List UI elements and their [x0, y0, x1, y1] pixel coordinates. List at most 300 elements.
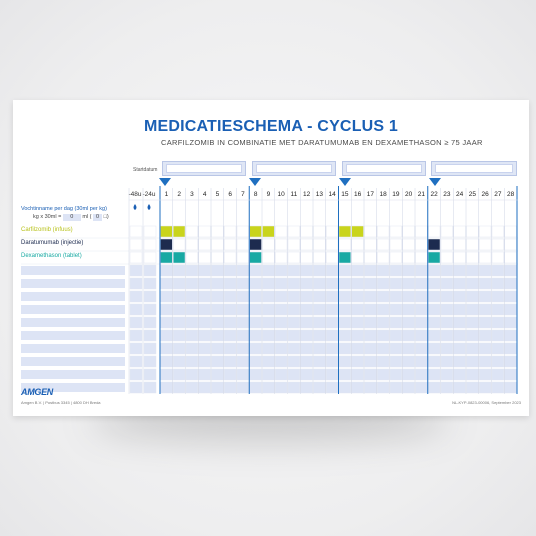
empty-cell [237, 265, 249, 276]
empty-cell [301, 317, 313, 328]
empty-cell [479, 369, 491, 380]
amgen-logo: AMGEN [21, 387, 53, 397]
empty-cell [173, 291, 185, 302]
empty-cell [492, 382, 504, 393]
empty-cell [403, 343, 415, 354]
pre-day-cell [144, 239, 156, 250]
page-title: MEDICATIESCHEMA - CYCLUS 1 [143, 118, 399, 135]
dose-cell [339, 226, 351, 237]
day-number: 17 [366, 191, 374, 198]
empty-cell [288, 304, 300, 315]
day-number: 11 [290, 191, 298, 198]
empty-cell [186, 356, 198, 367]
empty-cell [314, 356, 326, 367]
med-label-daratumumab: Daratumumab (injectie) [21, 240, 84, 246]
empty-cell [352, 356, 364, 367]
empty-cell [339, 369, 351, 380]
medication-sheet [13, 100, 529, 416]
dose-cell [326, 239, 338, 250]
empty-cell [288, 369, 300, 380]
empty-cell [275, 356, 287, 367]
dose-cell [365, 239, 377, 250]
empty-cell [263, 330, 275, 341]
empty-cell [454, 304, 466, 315]
empty-cell [377, 356, 389, 367]
empty-cell [505, 382, 517, 393]
empty-cell [301, 265, 313, 276]
empty-cell [390, 304, 402, 315]
empty-cell [275, 330, 287, 341]
empty-cell [505, 304, 517, 315]
fluid-intake-label: Vochtinname per dag (30ml per kg) [21, 206, 107, 212]
empty-cell [454, 369, 466, 380]
pre-day-cell [130, 304, 142, 315]
note-row-field [21, 292, 125, 301]
empty-cell [237, 382, 249, 393]
empty-cell [441, 317, 453, 328]
dose-cell [237, 226, 249, 237]
empty-cell [173, 356, 185, 367]
empty-cell [275, 278, 287, 289]
dose-cell [186, 252, 198, 263]
empty-cell [288, 291, 300, 302]
empty-cell [314, 382, 326, 393]
dose-cell [275, 239, 287, 250]
day-number: 3 [190, 191, 194, 198]
empty-cell [339, 317, 351, 328]
pre-day-cell [130, 343, 142, 354]
dose-cell [199, 252, 211, 263]
empty-cell [352, 382, 364, 393]
empty-cell [326, 369, 338, 380]
empty-cell [428, 291, 440, 302]
empty-cell [250, 369, 262, 380]
empty-cell [288, 330, 300, 341]
dose-cell [416, 239, 428, 250]
dose-cell [492, 239, 504, 250]
empty-cell [263, 317, 275, 328]
empty-cell [326, 265, 338, 276]
dose-cell [301, 239, 313, 250]
day-number: 18 [379, 191, 387, 198]
empty-cell [186, 330, 198, 341]
pre-day-cell [130, 252, 142, 263]
empty-cell [224, 343, 236, 354]
empty-cell [365, 356, 377, 367]
empty-cell [199, 356, 211, 367]
empty-cell [428, 382, 440, 393]
empty-cell [403, 317, 415, 328]
empty-cell [377, 369, 389, 380]
empty-cell [263, 304, 275, 315]
dose-cell [339, 239, 351, 250]
day-number: 25 [468, 191, 476, 198]
empty-cell [224, 317, 236, 328]
day-number: 5 [215, 191, 220, 198]
day-number: 10 [277, 191, 285, 198]
empty-cell [479, 356, 491, 367]
empty-cell [428, 265, 440, 276]
pre-day-cell [130, 226, 142, 237]
empty-cell [352, 343, 364, 354]
empty-cell [161, 369, 173, 380]
empty-cell [505, 291, 517, 302]
day-number: 4 [202, 191, 207, 198]
dose-cell [377, 226, 389, 237]
day-number: 26 [481, 191, 489, 198]
empty-cell [212, 304, 224, 315]
empty-cell [377, 265, 389, 276]
med-label-carfilzomib: Carfilzomib (infuus) [21, 227, 73, 233]
empty-cell [237, 343, 249, 354]
pre-day-cell [144, 356, 156, 367]
empty-cell [339, 343, 351, 354]
empty-cell [339, 382, 351, 393]
dose-cell [492, 226, 504, 237]
empty-cell [352, 304, 364, 315]
empty-cell [173, 369, 185, 380]
empty-cell [275, 369, 287, 380]
empty-cell [237, 317, 249, 328]
empty-cell [224, 356, 236, 367]
empty-cell [454, 343, 466, 354]
empty-cell [365, 330, 377, 341]
empty-cell [237, 330, 249, 341]
empty-cell [390, 343, 402, 354]
dose-cell [492, 252, 504, 263]
dose-cell [250, 252, 262, 263]
empty-cell [441, 304, 453, 315]
empty-cell [212, 278, 224, 289]
empty-cell [326, 330, 338, 341]
empty-cell [250, 317, 262, 328]
day-number: 24 [456, 191, 464, 198]
dose-cell [288, 226, 300, 237]
empty-cell [505, 265, 517, 276]
note-row-field [21, 331, 125, 340]
empty-cell [492, 369, 504, 380]
pre-day-cell [144, 317, 156, 328]
empty-cell [390, 356, 402, 367]
empty-cell [479, 330, 491, 341]
note-row-field [21, 357, 125, 366]
empty-cell [390, 330, 402, 341]
dose-cell [186, 239, 198, 250]
empty-cell [288, 343, 300, 354]
empty-cell [403, 382, 415, 393]
day-number: 7 [241, 191, 245, 198]
day-number: 16 [354, 191, 362, 198]
empty-cell [441, 291, 453, 302]
empty-cell [199, 330, 211, 341]
empty-cell [454, 317, 466, 328]
dose-cell [212, 252, 224, 263]
dose-cell [416, 252, 428, 263]
empty-cell [263, 265, 275, 276]
glass-value-field[interactable]: 0 [93, 214, 102, 221]
empty-cell [416, 330, 428, 341]
empty-cell [492, 317, 504, 328]
empty-cell [428, 369, 440, 380]
empty-cell [199, 317, 211, 328]
dose-cell [505, 239, 517, 250]
dose-cell [199, 239, 211, 250]
dose-cell [161, 252, 173, 263]
dose-cell [428, 239, 440, 250]
empty-cell [352, 330, 364, 341]
dose-cell [314, 226, 326, 237]
dose-cell [173, 226, 185, 237]
dose-cell [390, 252, 402, 263]
empty-cell [186, 369, 198, 380]
empty-cell [441, 382, 453, 393]
pre-day-cell [144, 343, 156, 354]
footer-address: Amgen B.V. | Postbus 3345 | 4800 DH Breda [21, 400, 101, 405]
note-row-field [21, 318, 125, 327]
pre-day-cell [144, 369, 156, 380]
empty-cell [288, 382, 300, 393]
pre-day-cell [144, 226, 156, 237]
empty-cell [416, 356, 428, 367]
dose-cell [314, 239, 326, 250]
empty-cell [479, 291, 491, 302]
empty-cell [467, 330, 479, 341]
empty-cell [492, 330, 504, 341]
empty-cell [301, 304, 313, 315]
dose-cell [403, 226, 415, 237]
empty-cell [250, 343, 262, 354]
pre-day-cell [130, 330, 142, 341]
empty-cell [467, 291, 479, 302]
empty-cell [212, 356, 224, 367]
pre-day-label: -24u [142, 191, 156, 198]
empty-cell [161, 356, 173, 367]
dose-cell [288, 239, 300, 250]
dose-cell [505, 226, 517, 237]
empty-cell [352, 291, 364, 302]
dose-cell [173, 252, 185, 263]
empty-cell [365, 382, 377, 393]
pre-day-cell [144, 382, 156, 393]
dose-cell [301, 252, 313, 263]
empty-cell [352, 369, 364, 380]
empty-cell [250, 278, 262, 289]
empty-cell [441, 330, 453, 341]
day-number: 28 [507, 191, 515, 198]
empty-cell [237, 356, 249, 367]
empty-cell [390, 382, 402, 393]
empty-cell [199, 382, 211, 393]
empty-cell [326, 291, 338, 302]
empty-cell [224, 265, 236, 276]
empty-cell [224, 291, 236, 302]
note-row-field [21, 344, 125, 353]
day-number: 20 [405, 191, 413, 198]
empty-cell [199, 343, 211, 354]
dose-cell [237, 252, 249, 263]
day-number: 19 [392, 191, 400, 198]
empty-cell [326, 304, 338, 315]
empty-cell [416, 369, 428, 380]
dose-cell [224, 226, 236, 237]
empty-cell [467, 304, 479, 315]
empty-cell [479, 278, 491, 289]
dose-cell [441, 226, 453, 237]
empty-cell [467, 382, 479, 393]
footer-reference: NL-KYP-0823-00006, September 2023 [452, 400, 521, 405]
empty-cell [326, 317, 338, 328]
startdatum-label: Startdatum [133, 167, 158, 173]
dose-cell [352, 252, 364, 263]
day-number: 22 [430, 191, 438, 198]
dose-cell [479, 239, 491, 250]
day-number: 23 [443, 191, 451, 198]
dose-cell [250, 239, 262, 250]
empty-cell [505, 330, 517, 341]
empty-cell [339, 304, 351, 315]
day-number: 21 [417, 191, 425, 198]
dose-cell [173, 239, 185, 250]
dose-cell [365, 226, 377, 237]
pre-day-cell [130, 291, 142, 302]
empty-cell [365, 343, 377, 354]
empty-cell [441, 265, 453, 276]
dose-cell [454, 226, 466, 237]
dose-cell [352, 226, 364, 237]
dose-cell [326, 252, 338, 263]
empty-cell [365, 369, 377, 380]
empty-cell [173, 382, 185, 393]
dose-cell [212, 239, 224, 250]
empty-cell [301, 278, 313, 289]
day-number: 27 [494, 191, 502, 198]
empty-cell [390, 369, 402, 380]
ml-label: ml ( [82, 214, 92, 220]
empty-cell [237, 291, 249, 302]
empty-cell [492, 304, 504, 315]
empty-cell [301, 330, 313, 341]
dose-cell [224, 239, 236, 250]
day-number: 1 [164, 191, 169, 198]
empty-cell [161, 304, 173, 315]
day-number: 9 [266, 191, 271, 198]
empty-cell [224, 382, 236, 393]
empty-cell [403, 330, 415, 341]
empty-cell [377, 304, 389, 315]
dose-cell [352, 239, 364, 250]
empty-cell [173, 304, 185, 315]
empty-cell [275, 343, 287, 354]
empty-cell [314, 369, 326, 380]
empty-cell [263, 369, 275, 380]
day-number: 8 [253, 191, 258, 198]
empty-cell [479, 304, 491, 315]
dose-cell [416, 226, 428, 237]
empty-cell [186, 317, 198, 328]
empty-cell [301, 291, 313, 302]
empty-cell [314, 265, 326, 276]
day-number: 15 [341, 191, 349, 198]
dose-cell [263, 226, 275, 237]
empty-cell [416, 291, 428, 302]
kg-label: kg x 30ml = [33, 214, 62, 220]
empty-cell [377, 382, 389, 393]
empty-cell [212, 343, 224, 354]
empty-cell [416, 343, 428, 354]
empty-cell [326, 343, 338, 354]
pre-day-cell [144, 265, 156, 276]
empty-cell [263, 278, 275, 289]
day-number: 14 [328, 191, 336, 198]
dose-cell [275, 226, 287, 237]
empty-cell [314, 343, 326, 354]
empty-cell [403, 356, 415, 367]
empty-cell [479, 317, 491, 328]
empty-cell [365, 265, 377, 276]
dose-cell [263, 252, 275, 263]
kg-value-field[interactable]: 0 [63, 214, 81, 221]
dose-cell [275, 252, 287, 263]
pre-day-cell [144, 291, 156, 302]
empty-cell [505, 356, 517, 367]
empty-cell [288, 356, 300, 367]
pre-day-cell [144, 278, 156, 289]
dose-cell [403, 252, 415, 263]
empty-cell [173, 317, 185, 328]
day-number: 2 [177, 191, 181, 198]
empty-cell [403, 369, 415, 380]
empty-cell [263, 382, 275, 393]
dose-cell [428, 252, 440, 263]
empty-cell [224, 330, 236, 341]
pre-day-cell [144, 330, 156, 341]
empty-cell [326, 278, 338, 289]
empty-cell [275, 304, 287, 315]
empty-cell [186, 265, 198, 276]
empty-cell [161, 382, 173, 393]
dose-cell [301, 226, 313, 237]
dose-cell [390, 226, 402, 237]
dose-cell [467, 226, 479, 237]
dose-cell [314, 252, 326, 263]
empty-cell [161, 330, 173, 341]
dose-cell [479, 226, 491, 237]
empty-cell [416, 317, 428, 328]
empty-cell [275, 265, 287, 276]
empty-cell [492, 343, 504, 354]
note-row-field [21, 370, 125, 379]
pre-day-cell [130, 278, 142, 289]
empty-cell [479, 265, 491, 276]
water-drop-icon [134, 204, 137, 210]
empty-cell [454, 356, 466, 367]
dose-cell [263, 239, 275, 250]
empty-cell [505, 278, 517, 289]
empty-cell [301, 382, 313, 393]
empty-cell [492, 356, 504, 367]
dose-cell [161, 239, 173, 250]
pre-day-cell [130, 369, 142, 380]
water-drop-icon [148, 204, 151, 210]
empty-cell [454, 330, 466, 341]
empty-cell [479, 382, 491, 393]
empty-cell [390, 291, 402, 302]
pre-day-cell [130, 265, 142, 276]
empty-cell [263, 291, 275, 302]
empty-cell [263, 343, 275, 354]
empty-cell [428, 304, 440, 315]
empty-cell [186, 343, 198, 354]
